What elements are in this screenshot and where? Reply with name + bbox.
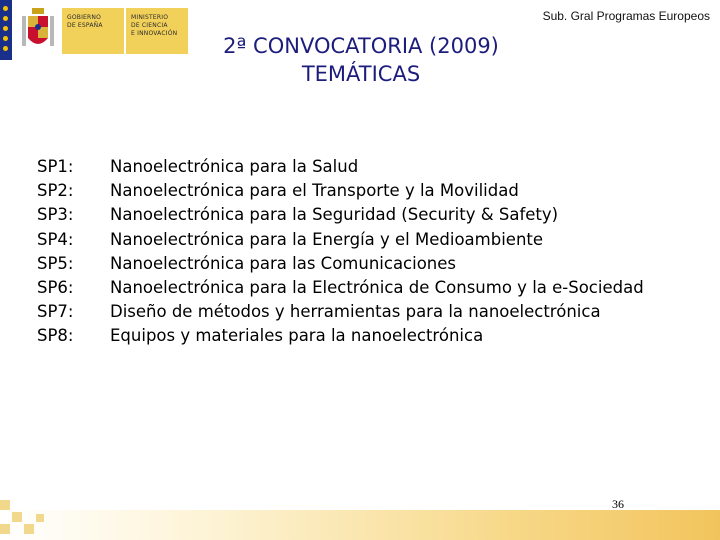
item-text: Nanoelectrónica para las Comunicaciones xyxy=(110,253,457,273)
item-code: SP3: xyxy=(37,205,74,225)
item-code: SP8: xyxy=(37,326,74,346)
item-text: Nanoelectrónica para la Electrónica de Consumo y la e-Sociedad xyxy=(110,277,644,297)
item-code: SP6: xyxy=(37,277,74,297)
item-code: SP7: xyxy=(37,302,74,322)
eu-flag-strip xyxy=(0,0,12,60)
footer-gradient-band xyxy=(0,510,720,540)
government-logo xyxy=(0,0,188,60)
gobierno-label xyxy=(62,8,124,54)
item-code: SP1: xyxy=(37,157,74,176)
coat-of-arms-icon xyxy=(18,8,58,54)
item-descriptions xyxy=(110,155,644,349)
item-codes xyxy=(37,155,73,349)
item-code: SP2: xyxy=(37,181,74,201)
department-label: Sub. Gral Programas Europeos xyxy=(542,9,710,23)
slide-title xyxy=(196,32,526,88)
ministerio-text: MINISTERIO DE CIENCIA E INNOVACIÓN xyxy=(131,14,178,37)
title-line-1: 2ª CONVOCATORIA (2009) xyxy=(223,34,499,58)
item-text: Nanoelectrónica para el Transporte y la Movilidad xyxy=(110,181,519,201)
page-number: 36 xyxy=(612,497,624,511)
item-code: SP5: xyxy=(37,253,74,273)
item-code: SP4: xyxy=(37,229,74,249)
gobierno-text: GOBIERNO DE ESPAÑA xyxy=(67,14,103,29)
item-text: Nanoelectrónica para la Energía y el Medioambiente xyxy=(110,229,544,249)
item-text: Nanoelectrónica para la Seguridad (Security & Safety) xyxy=(110,205,559,225)
title-line-2: TEMÁTICAS xyxy=(301,62,421,86)
item-text: Nanoelectrónica para la Salud xyxy=(110,157,359,176)
item-text: Equipos y materiales para la nanoelectrónica xyxy=(110,326,484,346)
ministerio-label xyxy=(126,8,188,54)
decorative-squares xyxy=(0,490,60,540)
item-text: Diseño de métodos y herramientas para la nanoelectrónica xyxy=(110,302,601,322)
